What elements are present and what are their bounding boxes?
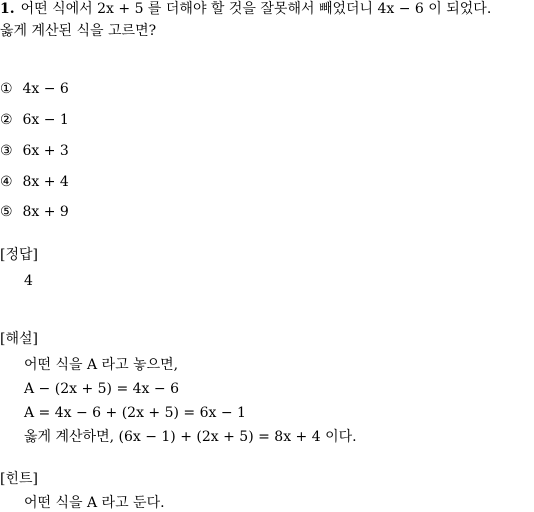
explanation-line-3: A = 4x − 6 + (2x + 5) = 6x − 1 bbox=[24, 405, 246, 421]
choice-5 bbox=[0, 203, 69, 221]
hint-label: [힌트] bbox=[0, 471, 38, 487]
choice-3 bbox=[0, 142, 69, 160]
question-text-1: 어떤 식에서 2x + 5 를 더해야 할 것을 잘못해서 빼었더니 4x − 6 이 되었다. bbox=[20, 1, 492, 17]
question-line-1 bbox=[0, 0, 491, 18]
choice-text: 8x + 4 bbox=[22, 174, 69, 190]
choice-mark: ③ bbox=[0, 143, 13, 159]
question-line-2: 옳게 계산된 식을 고르면? bbox=[0, 23, 157, 39]
choice-mark: ① bbox=[0, 81, 13, 97]
explanation-line-2: A − (2x + 5) = 4x − 6 bbox=[24, 381, 179, 397]
explanation-label: [해설] bbox=[0, 331, 38, 347]
answer-value: 4 bbox=[24, 273, 33, 289]
choice-2 bbox=[0, 111, 69, 129]
choice-text: 6x + 3 bbox=[22, 143, 69, 159]
hint-text: 어떤 식을 A 라고 둔다. bbox=[24, 495, 165, 511]
question-number: 1. bbox=[0, 1, 15, 17]
choice-mark: ⑤ bbox=[0, 204, 13, 220]
choice-1 bbox=[0, 80, 69, 98]
answer-label: [정답] bbox=[0, 247, 38, 263]
choice-mark: ② bbox=[0, 112, 13, 128]
choice-text: 8x + 9 bbox=[22, 204, 69, 220]
explanation-line-1: 어떤 식을 A 라고 놓으면, bbox=[24, 357, 179, 373]
choice-text: 6x − 1 bbox=[22, 112, 69, 128]
explanation-line-4: 옳게 계산하면, (6x − 1) + (2x + 5) = 8x + 4 이다. bbox=[24, 429, 357, 445]
choice-text: 4x − 6 bbox=[22, 81, 69, 97]
choice-mark: ④ bbox=[0, 174, 13, 190]
choice-4 bbox=[0, 173, 69, 191]
